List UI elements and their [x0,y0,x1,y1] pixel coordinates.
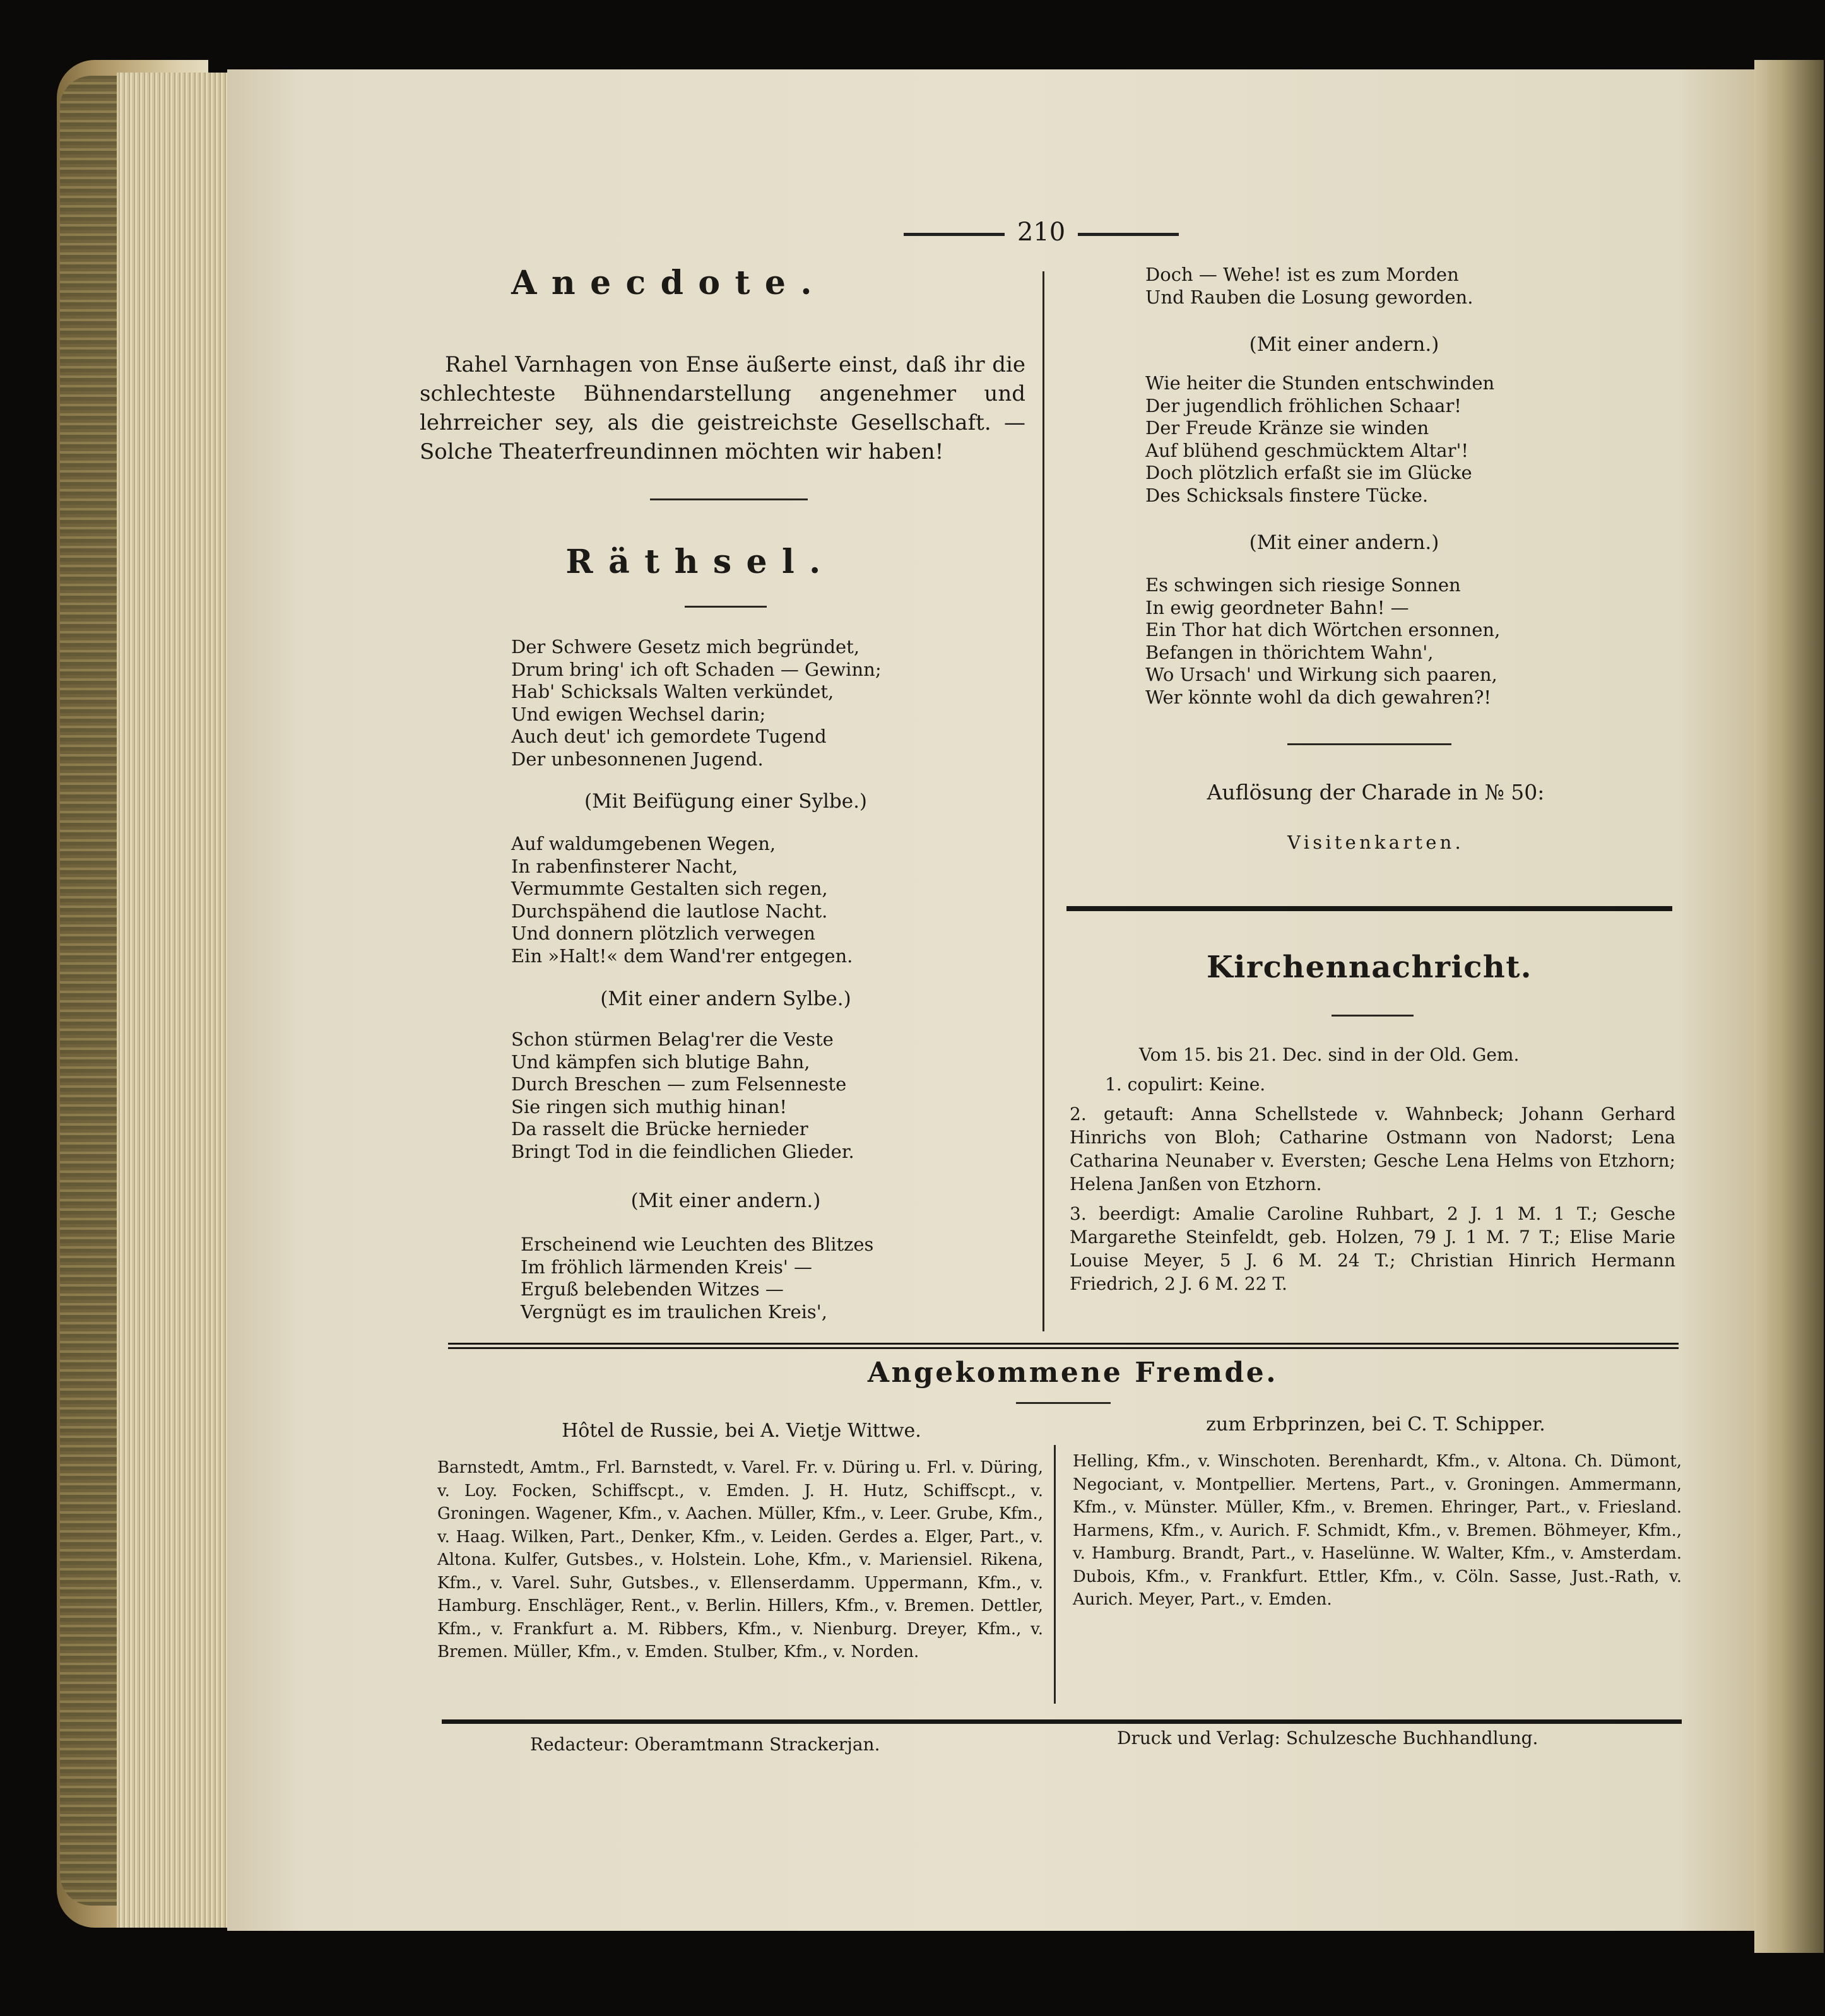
riddle-subheading-4: (Mit einer andern.) [1249,333,1439,356]
arrivals-right-heading: zum Erbprinzen, bei C. T. Schipper. [1206,1413,1545,1435]
poem-line: Da rasselt die Brücke hernieder [511,1118,808,1140]
poem-line: Doch plötzlich erfaßt sie im Glücke [1145,462,1472,483]
footer-rule [442,1719,1682,1724]
anecdote-body: Rahel Varnhagen von Ense äußerte einst, daß ihr die schlechteste Bühnendarstellung angenehmer und lehrreicher sey, als die geistreichste Gesellschaft. — Solche Theaterfreundinnen möchten wir haben! [420,352,1025,464]
poem-line: Durchspähend die lautlose Nacht. [511,900,828,922]
poem-line: Ein Thor hat dich Wörtchen ersonnen, [1145,619,1501,640]
footer-editor: Redacteur: Oberamtmann Strackerjan. [530,1734,880,1755]
poem-line: Schon stürmen Belag'rer die Veste [511,1029,834,1050]
riddle-stanza-2 [511,833,853,967]
poem-line: Ein »Halt!« dem Wand'rer entgegen. [511,945,853,967]
riddle-title: Räthsel. [565,543,836,581]
poem-line: Auch deut' ich gemordete Tugend [511,726,827,747]
riddle-title-rule [685,606,767,608]
riddle-subheading-3: (Mit einer andern.) [630,1189,821,1212]
church-news-body [1070,1043,1675,1295]
poem-line: In ewig geordneter Bahn! — [1145,596,1409,618]
church-buried: 3. beerdigt: Amalie Caroline Ruhbart, 2 J. 1 M. 1 T.; Gesche Margarethe Steinfeldt, geb. Holzen, 79 J. 1 M. 7 T.; Elise Marie Louise Meyer, 5 J. 6 M. 24 T.; Christian Hinrich Hermann Friedrich, 2 J. 6 M. 22 T. [1070,1203,1675,1294]
footer-printer: Druck und Verlag: Schulzesche Buchhandlung. [1117,1728,1539,1748]
poem-line: Der Schwere Gesetz mich begründet, [511,636,860,657]
poem-line: Des Schicksals finstere Tücke. [1145,484,1429,506]
riddle-subheading-5: (Mit einer andern.) [1249,531,1439,554]
poem-line: Doch — Wehe! ist es zum Morden [1145,264,1459,285]
anecdote-separator [650,498,808,500]
poem-line: Auf waldumgebenen Wegen, [511,833,776,854]
church-copulated: 1. copulirt: Keine. [1105,1074,1266,1095]
column-divider-lower [1054,1445,1056,1704]
arrivals-section-rule [448,1343,1679,1349]
poem-line: Erscheinend wie Leuchten des Blitzes [521,1234,874,1255]
arrivals-right-column: Helling, Kfm., v. Winschoten. Berenhardt, Kfm., v. Altona. Ch. Dümont, Negociant, v. Montpellier. Mertens, Part., v. Groningen. Ammermann, Kfm., v. Münster. Müller, Kfm., v. Bremen. Ehringer, Part., v. Friesland. Harmens, Kfm., v. Aurich. F. Schmidt, Kfm., v. Bremen. Böhmeyer, Kfm., v. Hamburg. Brandt, Part., v. Haselünne. W. Walter, Kfm., v. Amsterdam. Dubois, Kfm., v. Frankfurt. Ettler, Kfm., v. Cöln. Sasse, Just.-Rath, v. Aurich. Meyer, Part., v. Emden. [1073,1452,1682,1609]
riddle-stanza-1 [511,636,882,770]
page-number-rule-left [904,233,1005,236]
poem-line: Erguß belebenden Witzes — [521,1278,784,1300]
anecdote-title: Anecdote. [511,264,827,302]
riddle-subheading-1: (Mit Beifügung einer Sylbe.) [584,790,868,813]
church-intro: Vom 15. bis 21. Dec. sind in der Old. Gem. [1139,1044,1520,1065]
arrivals-title-rule [1016,1402,1111,1404]
solution-answer: Visitenkarten. [1287,832,1464,853]
poem-line: In rabenfinsterer Nacht, [511,855,738,877]
poem-line: Der Freude Kränze sie winden [1145,417,1429,439]
poem-line: Im fröhlich lärmenden Kreis' — [521,1256,813,1278]
poem-line: Durch Breschen — zum Felsenneste [511,1073,847,1095]
poem-line: Bringt Tod in die feindlichen Glieder. [511,1140,854,1162]
page-number-rule-right [1078,233,1179,236]
poem-line: Wie heiter die Stunden entschwinden [1145,372,1495,394]
poem-line: Und ewigen Wechsel darin; [511,703,766,725]
poem-line: Der unbesonnenen Jugend. [511,748,764,770]
poem-line: Vermummte Gestalten sich regen, [511,878,828,899]
riddle-stanza-4-continued [1145,264,1473,309]
poem-line: Wo Ursach' und Wirkung sich paaren, [1145,664,1497,685]
church-title-rule [1332,1015,1414,1017]
church-section-rule [1066,906,1672,911]
riddle-end-rule [1287,743,1451,745]
church-news-title: Kirchennachricht. [1207,950,1532,985]
poem-line: Und Rauben die Losung geworden. [1145,286,1474,308]
poem-line: Hab' Schicksals Walten verkündet, [511,681,834,702]
solution-heading: Auflösung der Charade in № 50: [1207,780,1545,805]
arrivals-left-heading: Hôtel de Russie, bei A. Vietje Wittwe. [562,1420,921,1442]
riddle-stanza-5 [1145,372,1494,507]
poem-line: Und donnern plötzlich verwegen [511,923,815,944]
poem-line: Es schwingen sich riesige Sonnen [1145,574,1461,596]
church-baptized: 2. getauft: Anna Schellstede v. Wahnbeck; Johann Gerhard Hinrichs von Bloh; Catharine Ostmann von Nadorst; Lena Catharina Neunaber v. Eversten; Gesche Lena Helms von Etzhorn; Helena Janßen von Etzhorn. [1070,1104,1675,1194]
page-number-text: 210 [1017,218,1066,247]
riddle-stanza-6 [1145,574,1500,709]
poem-line: Wer könnte wohl da dich gewahren?! [1145,686,1492,708]
poem-line: Drum bring' ich oft Schaden — Gewinn; [511,658,882,680]
poem-line: Sie ringen sich muthig hinan! [511,1095,788,1117]
riddle-stanza-4 [521,1234,873,1323]
arrivals-left-column: Barnstedt, Amtm., Frl. Barnstedt, v. Varel. Fr. v. Düring u. Frl. v. Düring, v. Loy. Focken, Schiffscpt., v. Emden. J. H. Hutz, Schiffscpt., v. Groningen. Wagener, Kfm., v. Aachen. Müller, Kfm., v. Leer. Grube, Kfm., v. Haag. Wilken, Part., Denker, Kfm., v. Leiden. Gerdes a. Elger, Part., v. Altona. Kulfer, Gutsbes., v. Holstein. Lohe, Kfm., v. Mariensiel. Rikena, Kfm., v. Varel. Suhr, Gutsbes., v. Ellenserdamm. Uppermann, Kfm., v. Hamburg. Enschläger, Rent., v. Berlin. Hillers, Kfm., v. Bremen. Dettler, Kfm., v. Frankfurt a. M. Ribbers, Kfm., v. Nienburg. Dreyer, Kfm., v. Bremen. Müller, Kfm., v. Emden. Stulber, Kfm., v. Norden. [437,1458,1043,1661]
anecdote-text [420,350,1025,466]
page-number [883,218,1199,247]
poem-line: Befangen in thörichtem Wahn', [1145,641,1434,663]
column-divider-upper [1042,271,1044,1331]
poem-line: Vergnügt es im traulichen Kreis', [521,1300,827,1323]
riddle-stanza-3 [511,1029,854,1163]
riddle-subheading-2: (Mit einer andern Sylbe.) [600,987,851,1010]
poem-line: Und kämpfen sich blutige Bahn, [511,1051,810,1073]
arrivals-title: Angekommene Fremde. [867,1357,1279,1389]
poem-line: Der jugendlich fröhlichen Schaar! [1145,394,1462,416]
poem-line: Auf blühend geschmücktem Altar'! [1145,439,1469,461]
